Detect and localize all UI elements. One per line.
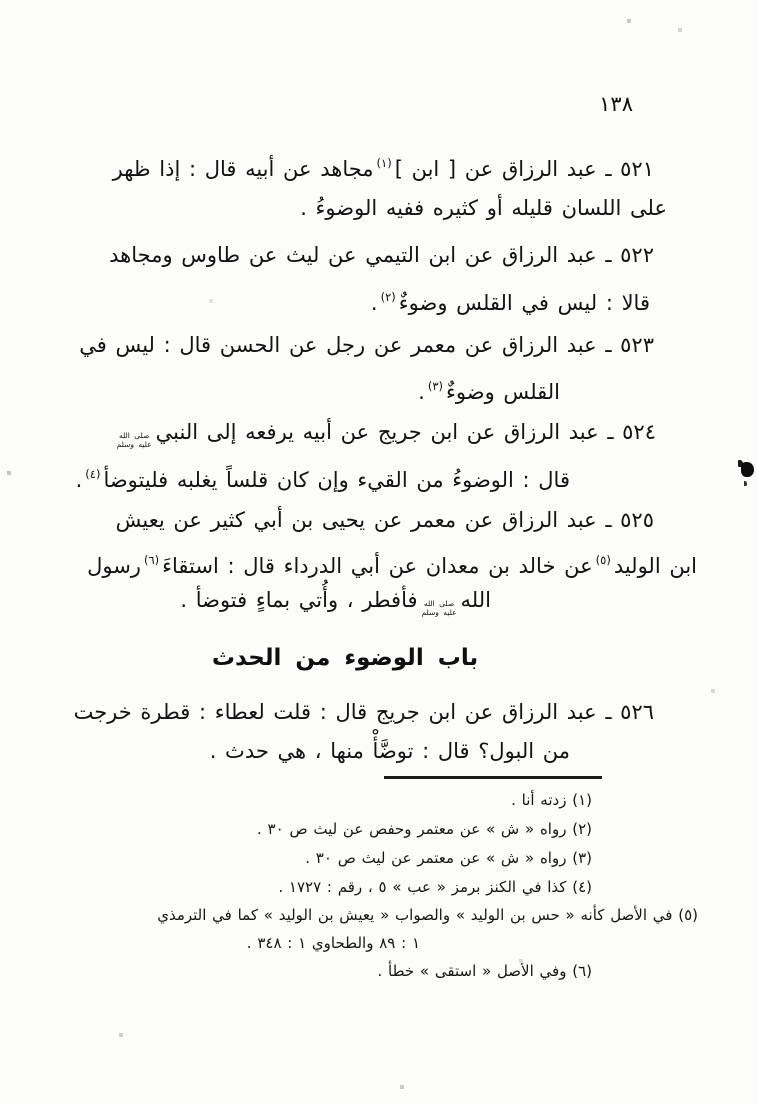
footnote-3: (٣) رواه « ش » عن معتمر عن ليث ص ٣٠ . xyxy=(305,849,592,867)
hadith-526-text: من البول؟ قال : توضَّأْ منها ، هي حدث . xyxy=(209,739,570,763)
hadith-524-text: . xyxy=(75,468,83,492)
ink-speck xyxy=(741,462,754,477)
hadith-526-text: ٥٢٦ ـ عبد الرزاق عن ابن جريج قال : قلت لعطاء : قطرة خرجت xyxy=(73,700,654,724)
footnote-separator xyxy=(384,776,602,779)
footnote-ref-4: (٤) xyxy=(85,467,101,481)
hadith-523-text: ٥٢٣ ـ عبد الرزاق عن معمر عن رجل عن الحسن قال : ليس في xyxy=(79,333,654,357)
footnote-ref-6: (٦) xyxy=(143,553,160,567)
hadith-526-line-1 xyxy=(74,697,654,727)
chapter-heading: باب الوضوء من الحدث xyxy=(211,645,479,671)
hadith-524-line-1 xyxy=(113,417,656,449)
hadith-521-text: مجاهد عن أبيه قال : إذا ظهر xyxy=(112,157,374,181)
pbuh-mark-icon: صلى الله عليه وسلم xyxy=(421,599,457,617)
hadith-521-text: ٥٢١ ـ عبد الرزاق عن [ ابن ] xyxy=(394,157,654,181)
page-number: ١٣٨ xyxy=(599,92,633,116)
hadith-525-text: فأفطر ، وأُتي بماءٍ فتوضأ . xyxy=(180,588,418,612)
hadith-525-text: ابن الوليد xyxy=(613,554,697,578)
footnote-ref-5: (٥) xyxy=(595,553,611,567)
hadith-521-text: على اللسان قليله أو كثيره ففيه الوضوءُ . xyxy=(300,196,667,220)
hadith-525-text: ٥٢٥ ـ عبد الرزاق عن معمر عن يحيى بن أبي كثير عن يعيش xyxy=(115,508,654,532)
hadith-523-text: القلس وضوءٌ xyxy=(446,380,560,404)
hadith-522-text: قالا : ليس في القلس وضوءٌ xyxy=(398,291,650,315)
hadith-522-text: ٥٢٢ ـ عبد الرزاق عن ابن التيمي عن ليث عن طاوس ومجاهد xyxy=(109,243,654,267)
hadith-522-line-2 xyxy=(371,282,650,318)
footnote-ref-2: (٢) xyxy=(380,290,396,304)
hadith-525-text: الله xyxy=(460,588,491,612)
hadith-525-line-3 xyxy=(180,585,491,617)
footnote-4: (٤) كذا في الكنز برمز « عب » ٥ ، رقم : ١٧٢٧ . xyxy=(278,878,592,896)
hadith-525-text: رسول xyxy=(87,554,141,578)
scan-noise xyxy=(0,0,2,2)
hadith-524-text: قال : الوضوءُ من القيء وإن كان قلساً يغلبه فليتوضأ xyxy=(103,468,570,492)
hadith-524-text: ٥٢٤ ـ عبد الرزاق عن ابن جريج عن أبيه يرفعه إلى النبي xyxy=(155,420,656,444)
hadith-523-text: . xyxy=(418,380,425,404)
hadith-522-line-1 xyxy=(109,240,654,270)
hadith-521-line-1 xyxy=(113,148,654,184)
hadith-525-line-1 xyxy=(116,505,654,535)
hadith-523-line-2 xyxy=(418,371,560,407)
footnote-ref-3: (٣) xyxy=(427,379,444,393)
pbuh-mark-icon: صلى الله عليه وسلم xyxy=(116,431,152,449)
hadith-525-text: عن خالد بن معدان عن أبي الدرداء قال : استقاءَ xyxy=(162,554,593,578)
hadith-526-line-2 xyxy=(210,736,570,766)
hadith-522-text: . xyxy=(370,291,378,315)
footnote-5-line-2: ١ : ٨٩ والطحاوي ١ : ٣٤٨ . xyxy=(246,934,420,952)
hadith-521-line-2 xyxy=(300,193,667,223)
footnote-6: (٦) وفي الأصل « استقى » خطأ . xyxy=(377,962,592,980)
hadith-523-line-1 xyxy=(79,330,654,360)
hadith-524-line-2 xyxy=(76,459,570,495)
footnote-2: (٢) رواه « ش » عن معتمر وحفص عن ليث ص ٣٠ . xyxy=(257,820,592,838)
hadith-525-line-2 xyxy=(87,545,697,581)
footnote-1: (١) زدته أنا . xyxy=(511,791,592,809)
footnote-5-line-1: (٥) في الأصل كأنه « حس بن الوليد » والصواب « يعيش بن الوليد » كما في الترمذي xyxy=(157,906,698,924)
footnote-ref-1: (١) xyxy=(376,156,392,170)
